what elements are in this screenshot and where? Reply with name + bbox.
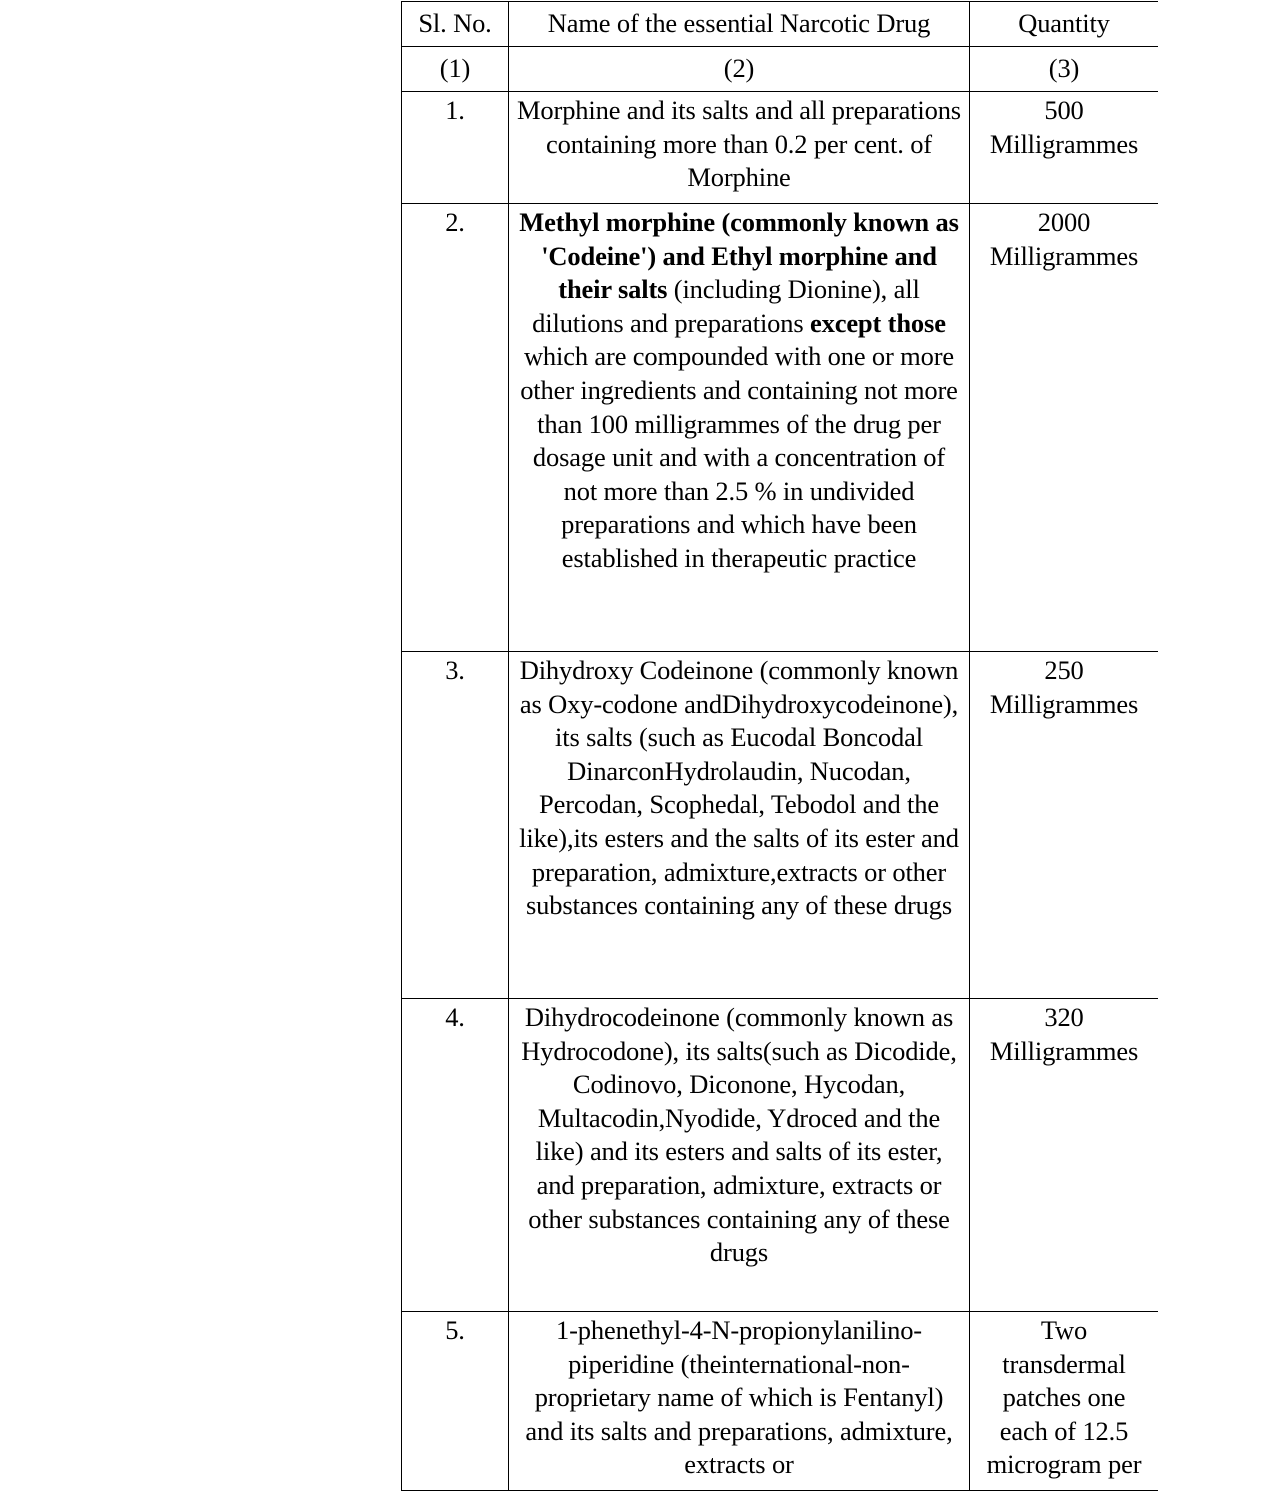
drug-name-bold-text: Methyl morphine (commonly known as 'Codeine') and Ethyl morphine and their salts <box>519 207 959 305</box>
quantity-cell <box>970 652 1159 999</box>
column-number-2: (2) <box>509 47 970 92</box>
column-number-1: (1) <box>402 47 509 92</box>
narcotic-drug-schedule-table <box>401 1 1158 1491</box>
quantity-unit: Milligrammes <box>989 240 1139 271</box>
drug-name-cell: Dihydrocodeinone (commonly known as Hydrocodone), its salts(such as Dicodide, Codinovo, Diconone, Hycodan, Multacodin,Nyodide, Ydroced and the like) and its esters and salts of its ester, and preparation, admixture, extracts or other substances containing any of these drugs <box>509 999 970 1312</box>
header-serial-number: Sl. No. <box>402 2 509 47</box>
drug-name-cell: 1-phenethyl-4-N-propionylanilino-piperidine (theinternational-non-proprietary name of which is Fentanyl) and its salts and preparations, admixture, extracts or <box>509 1312 970 1491</box>
quantity-value: 2000 <box>1037 207 1091 237</box>
column-number-row <box>402 47 1159 92</box>
quantity-unit: Milligrammes <box>989 1035 1139 1066</box>
drug-name-cell <box>509 204 970 652</box>
quantity-unit: Milligrammes <box>989 128 1139 159</box>
header-quantity: Quantity <box>970 2 1159 47</box>
serial-number-cell: 4. <box>402 999 509 1312</box>
column-number-3: (3) <box>970 47 1159 92</box>
quantity-value: 250 <box>1044 655 1084 685</box>
quantity-value: 500 <box>1044 95 1084 125</box>
document-page <box>401 1 1158 1491</box>
header-drug-name: Name of the essential Narcotic Drug <box>509 2 970 47</box>
quantity-cell <box>970 92 1159 204</box>
serial-number-cell: 3. <box>402 652 509 999</box>
drug-name-cell: Morphine and its salts and all preparations containing more than 0.2 per cent. of Morphine <box>509 92 970 204</box>
quantity-cell <box>970 999 1159 1312</box>
header-row <box>402 2 1159 47</box>
drug-name-text: (including Dionine), all dilutions and preparations <box>532 274 920 338</box>
serial-number-cell: 5. <box>402 1312 509 1491</box>
quantity-value: 320 <box>1044 1002 1084 1032</box>
drug-name-text: which are compounded with one or more other ingredients and containing not more than 100 milligrammes of the drug per dosage unit and with a concentration of not more than 2.5 % in undivided preparations and which have been established in therapeutic practice <box>520 341 958 573</box>
drug-name-bold-text: except those <box>810 307 946 338</box>
quantity-cell: Two transdermal patches one each of 12.5 microgram per <box>970 1312 1159 1491</box>
table-row <box>402 204 1159 652</box>
serial-number-cell: 1. <box>402 92 509 204</box>
drug-name-cell: Dihydroxy Codeinone (commonly known as Oxy-codone andDihydroxycodeinone), its salts (such as Eucodal Boncodal DinarconHydrolaudin, Nucodan, Percodan, Scophedal, Tebodol and the like),its esters and the salts of its ester and preparation, admixture,extracts or other substances containing any of these drugs <box>509 652 970 999</box>
table-row <box>402 1312 1159 1491</box>
serial-number-cell: 2. <box>402 204 509 652</box>
table-row <box>402 652 1159 999</box>
quantity-cell <box>970 204 1159 652</box>
table-row <box>402 999 1159 1312</box>
table-row <box>402 92 1159 204</box>
quantity-unit: Milligrammes <box>989 688 1139 719</box>
